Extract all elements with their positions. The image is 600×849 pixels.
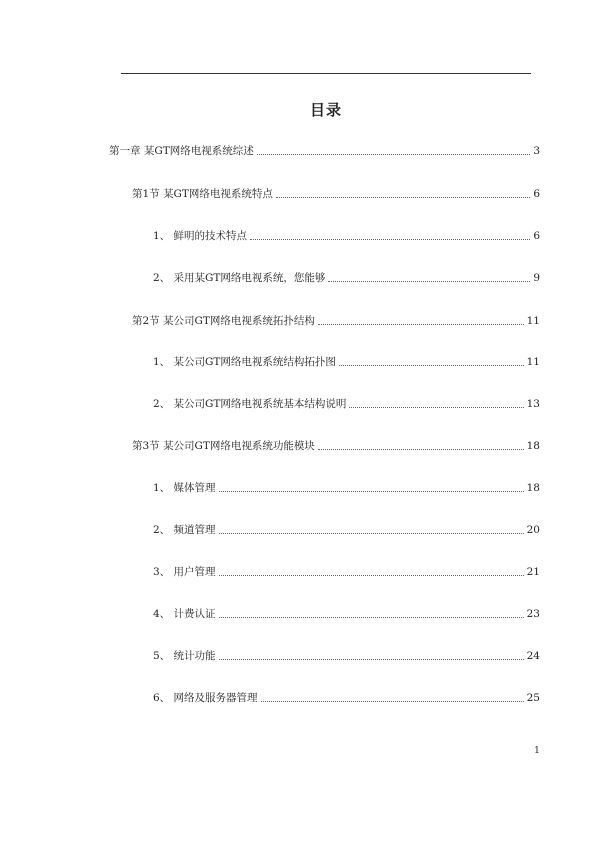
toc-entry-label: 2、 频道管理 xyxy=(153,524,216,536)
toc-entry-item-2-2[interactable] xyxy=(153,396,540,412)
toc-entry-section-1[interactable] xyxy=(132,186,540,202)
toc-entry-page: 6 xyxy=(533,230,540,242)
toc-leader-dots xyxy=(318,324,524,325)
page-number: 1 xyxy=(534,746,540,756)
toc-entry-page: 13 xyxy=(526,398,540,410)
toc-entry-label: 4、 计费认证 xyxy=(153,608,216,620)
toc-entry-page: 11 xyxy=(526,315,540,327)
toc-entry-label: 3、 用户管理 xyxy=(153,566,216,578)
toc-leader-dots xyxy=(257,154,531,155)
toc-leader-dots xyxy=(219,575,524,576)
toc-entry-chapter-1[interactable] xyxy=(109,143,540,159)
toc-entry-label: 6、 网络及服务器管理 xyxy=(153,692,258,704)
toc-entry-item-3-5[interactable] xyxy=(153,648,540,664)
toc-entry-page: 21 xyxy=(526,566,540,578)
toc-entry-label: 1、 媒体管理 xyxy=(153,482,216,494)
toc-entry-label: 1、 鲜明的技术特点 xyxy=(153,230,248,242)
toc-entry-label: 2、 采用某GT网络电视系统，您能够 xyxy=(153,272,326,284)
toc-entry-label: 第一章 某GT网络电视系统综述 xyxy=(109,145,254,157)
toc-entry-page: 23 xyxy=(526,608,540,620)
toc-leader-dots xyxy=(250,239,530,240)
toc-leader-dots xyxy=(349,407,523,408)
toc-entry-item-2-1[interactable] xyxy=(153,354,540,370)
toc-entry-item-3-3[interactable] xyxy=(153,564,540,580)
toc-entry-page: 25 xyxy=(526,692,540,704)
toc-entry-item-3-6[interactable] xyxy=(153,690,540,706)
toc-entry-item-1-2[interactable] xyxy=(153,270,540,286)
toc-leader-dots xyxy=(219,533,524,534)
toc-leader-dots xyxy=(219,659,524,660)
toc-entry-item-1-1[interactable] xyxy=(153,228,540,244)
toc-entry-label: 第2节 某公司GT网络电视系统拓扑结构 xyxy=(132,315,315,327)
toc-entry-page: 6 xyxy=(533,188,540,200)
toc-entry-item-3-2[interactable] xyxy=(153,522,540,538)
toc-leader-dots xyxy=(219,491,524,492)
toc-entry-section-2[interactable] xyxy=(132,313,540,329)
toc-leader-dots xyxy=(276,197,530,198)
toc-entry-page: 18 xyxy=(526,440,540,452)
toc-leader-dots xyxy=(318,449,524,450)
toc-entry-item-3-4[interactable] xyxy=(153,606,540,622)
toc-leader-dots xyxy=(261,701,524,702)
toc-entry-label: 5、 统计功能 xyxy=(153,650,216,662)
toc-title: 目录 xyxy=(309,101,342,119)
toc-leader-dots xyxy=(339,365,524,366)
toc-entry-page: 24 xyxy=(526,650,540,662)
toc-entry-page: 18 xyxy=(526,482,540,494)
toc-entry-page: 11 xyxy=(526,356,540,368)
toc-entry-label: 第1节 某GT网络电视系统特点 xyxy=(132,188,273,200)
toc-entry-label: 1、 某公司GT网络电视系统结构拓扑图 xyxy=(153,356,336,368)
toc-leader-dots xyxy=(328,281,530,282)
toc-entry-page: 9 xyxy=(533,272,540,284)
toc-entry-page: 3 xyxy=(533,145,540,157)
toc-leader-dots xyxy=(219,617,524,618)
toc-entry-section-3[interactable] xyxy=(132,438,540,454)
toc-entry-label: 2、 某公司GT网络电视系统基本结构说明 xyxy=(153,398,347,410)
toc-entry-item-3-1[interactable] xyxy=(153,480,540,496)
toc-entry-page: 20 xyxy=(526,524,540,536)
toc-entry-label: 第3节 某公司GT网络电视系统功能模块 xyxy=(132,440,315,452)
